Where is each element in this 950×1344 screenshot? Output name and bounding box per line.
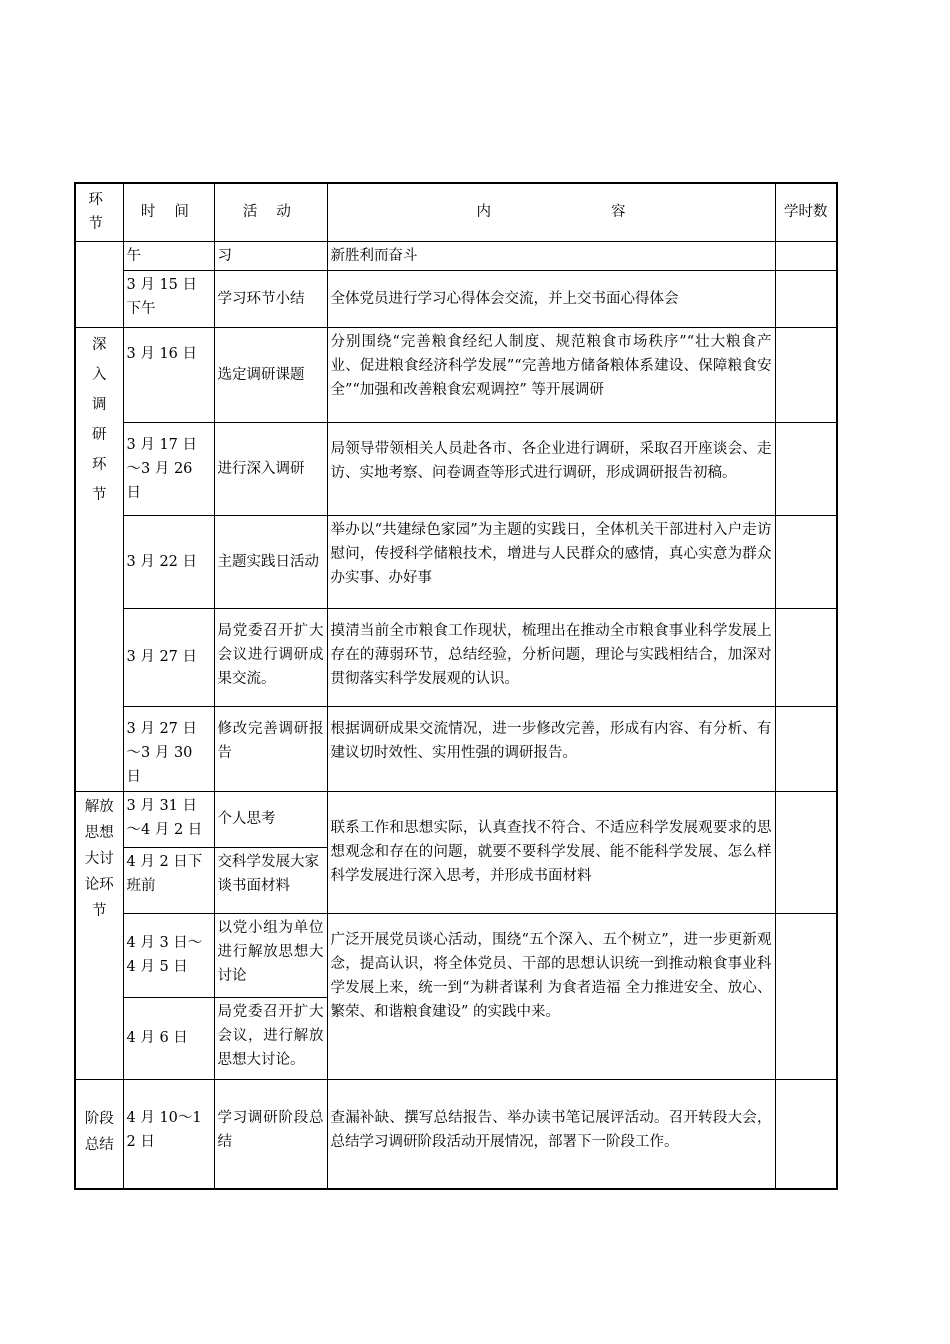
header-content: 内 容 — [327, 183, 775, 241]
stage-cell-discussion — [75, 791, 123, 1079]
table-row — [75, 327, 837, 422]
activity-cell: 个人思考 — [214, 791, 327, 847]
content-cell: 根据调研成果交流情况，进一步修改完善，形成有内容、有分析、有建议切时效性、实用性强的调研报告。 — [327, 706, 775, 791]
content-cell: 全体党员进行学习心得体会交流，并上交书面心得体会 — [327, 270, 775, 327]
header-row — [75, 183, 837, 241]
activity-cell: 学习环节小结 — [214, 270, 327, 327]
content-cell: 局领导带领相关人员赴各市、各企业进行调研，采取召开座谈会、走访、实地考察、问卷调查等形式进行调研，形成调研报告初稿。 — [327, 422, 775, 515]
schedule-table — [74, 182, 838, 1190]
table-row — [75, 913, 837, 997]
stage-label-discussion: 解放思想大讨论环节 — [84, 798, 114, 919]
hours-cell — [775, 1079, 837, 1189]
hours-cell — [775, 608, 837, 706]
activity-cell: 进行深入调研 — [214, 422, 327, 515]
activity-cell: 局党委召开扩大会议，进行解放思想大讨论。 — [214, 997, 327, 1079]
content-cell: 广泛开展党员谈心活动，围绕“五个深入、五个树立”，进一步更新观念，提高认识，将全体党员、干部的思想认识统一到推动粮食事业科学发展上来，统一到“为耕者谋利 为食者造福 全力推进安全、放心、繁荣、和谐粮食建设” 的实践中来。 — [327, 913, 775, 1079]
table-row — [75, 515, 837, 608]
time-cell: 3 月 22 日 — [123, 515, 214, 608]
stage-label-research: 深入调研环节 — [92, 336, 107, 503]
hours-cell — [775, 515, 837, 608]
time-cell: 3 月 15 日下午 — [123, 270, 214, 327]
time-cell: 4 月 6 日 — [123, 997, 214, 1079]
content-cell: 举办以“共建绿色家园”为主题的实践日，全体机关干部进村入户走访慰问，传授科学储粮技术，增进与人民群众的感情，真心实意为群众办实事、办好事 — [327, 515, 775, 608]
time-cell: 4 月 10～12 日 — [123, 1079, 214, 1189]
table-row — [75, 241, 837, 270]
time-cell: 3 月 31 日～4 月 2 日 — [123, 791, 214, 847]
table-row — [75, 1079, 837, 1189]
table-row — [75, 422, 837, 515]
stage-cell-study — [75, 241, 123, 327]
header-hours: 学时数 — [775, 183, 837, 241]
activity-cell: 修改完善调研报告 — [214, 706, 327, 791]
content-cell: 分别围绕“完善粮食经纪人制度、规范粮食市场秩序”“壮大粮食产业、促进粮食经济科学发展”“完善地方储备粮体系建设、保障粮食安全”“加强和改善粮食宏观调控” 等开展调研 — [327, 327, 775, 422]
hours-cell — [775, 706, 837, 791]
stage-label-summary: 阶段总结 — [84, 1110, 114, 1153]
stage-cell-research — [75, 327, 123, 791]
content-cell: 联系工作和思想实际，认真查找不符合、不适应科学发展观要求的思想观念和存在的问题，就要不要科学发展、能不能科学发展、怎么样科学发展进行深入思考，并形成书面材料 — [327, 791, 775, 913]
time-cell: 3 月 27 日～3 月 30 日 — [123, 706, 214, 791]
content-cell: 摸清当前全市粮食工作现状，梳理出在推动全市粮食事业科学发展上存在的薄弱环节，总结经验，分析问题，理论与实践相结合，加深对贯彻落实科学发展观的认识。 — [327, 608, 775, 706]
hours-cell — [775, 327, 837, 422]
time-cell: 4 月 3 日～4 月 5 日 — [123, 913, 214, 997]
header-stage: 环节 — [75, 183, 123, 241]
hours-cell — [775, 270, 837, 327]
activity-cell: 选定调研课题 — [214, 327, 327, 422]
table-row — [75, 608, 837, 706]
time-cell: 3 月 16 日 — [123, 327, 214, 422]
header-activity: 活 动 — [214, 183, 327, 241]
activity-cell: 学习调研阶段总结 — [214, 1079, 327, 1189]
activity-cell: 以党小组为单位进行解放思想大讨论 — [214, 913, 327, 997]
time-cell: 午 — [123, 241, 214, 270]
activity-cell: 主题实践日活动 — [214, 515, 327, 608]
activity-cell: 习 — [214, 241, 327, 270]
hours-cell — [775, 241, 837, 270]
activity-cell: 交科学发展大家谈书面材料 — [214, 847, 327, 913]
hours-cell — [775, 422, 837, 515]
time-cell: 3 月 17 日～3 月 26 日 — [123, 422, 214, 515]
activity-cell: 局党委召开扩大会议进行调研成果交流。 — [214, 608, 327, 706]
time-cell: 3 月 27 日 — [123, 608, 214, 706]
content-cell: 新胜利而奋斗 — [327, 241, 775, 270]
table-row — [75, 791, 837, 847]
content-cell: 查漏补缺、撰写总结报告、举办读书笔记展评活动。召开转段大会，总结学习调研阶段活动开展情况，部署下一阶段工作。 — [327, 1079, 775, 1189]
stage-cell-summary — [75, 1079, 123, 1189]
table-row — [75, 706, 837, 791]
table-row — [75, 270, 837, 327]
header-time: 时 间 — [123, 183, 214, 241]
hours-cell — [775, 913, 837, 1079]
hours-cell — [775, 791, 837, 913]
time-cell: 4 月 2 日下班前 — [123, 847, 214, 913]
